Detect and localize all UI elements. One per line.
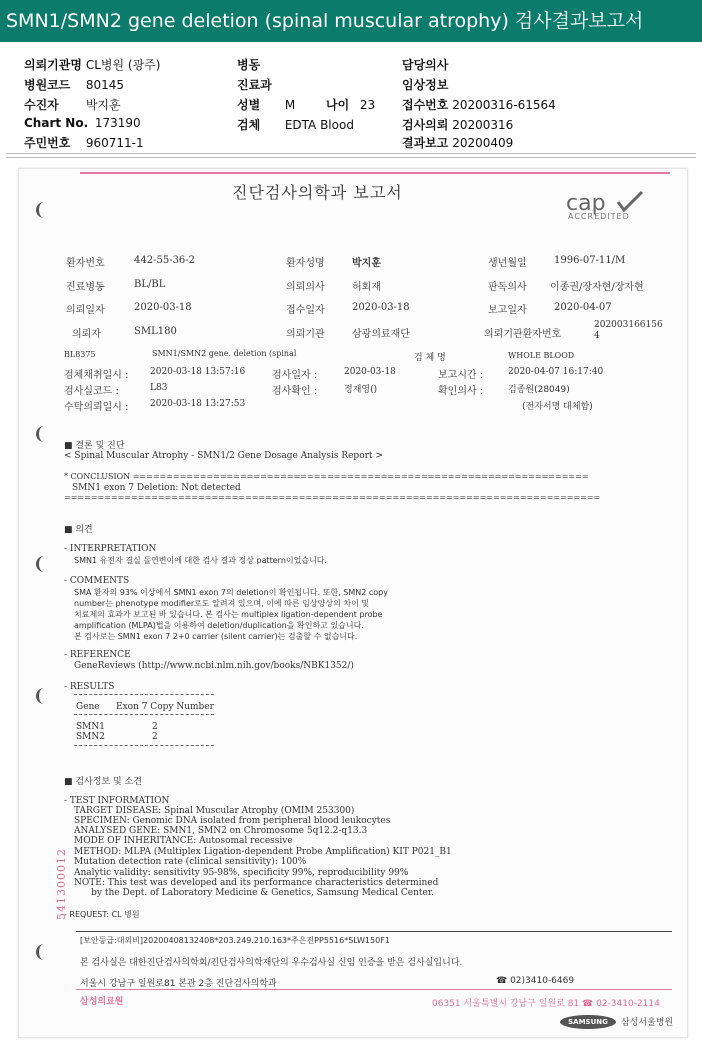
p-label: 환자성명 — [286, 258, 325, 269]
meta-value: 2020-03-18 13:27:53 — [150, 399, 246, 409]
testinfo-line: by the Dept. of Laboratory Medicine & Genetics, Samsung Medical Center. — [74, 888, 435, 898]
footer-pink-rule — [76, 989, 672, 990]
p-label: 의뢰기관환자번호 — [484, 329, 562, 340]
p-value: 삼광의료재단 — [352, 329, 410, 340]
top-pink-rule — [80, 172, 670, 174]
p-label: 접수일자 — [286, 305, 325, 316]
p-label: 의뢰기관 — [286, 329, 325, 340]
p-value: 이종권/장자현/장자현 — [550, 282, 644, 293]
test-name: SMN1/SMN2 gene. deletion (spinal — [152, 349, 297, 358]
results-heading: - RESULTS — [64, 682, 115, 692]
footer-address: 06351 서울특별시 강남구 일원로 81 ☎ 02-3410-2114 — [432, 999, 660, 1009]
field-physician: 담당의사 — [402, 58, 449, 72]
p-value: 2020031661564 — [594, 320, 663, 341]
field-chart-no: Chart No. 173190 — [24, 116, 141, 130]
meta-value: 김종원(28049) — [508, 385, 570, 395]
section-conclusion-sub: < Spinal Muscular Atrophy - SMN1/2 Gene Dosage Analysis Report > — [64, 451, 383, 461]
meta-label: 수탁의뢰일시 : — [64, 402, 129, 413]
testinfo-line: ANALYSED GENE: SMN1, SMN2 on Chromosome 5q12.2-q13.3 — [74, 826, 368, 836]
meta-value: 2020-04-07 16:17:40 — [508, 367, 604, 377]
comment-line: SMA 환자의 93% 이상에서 SMN1 exon 7의 deletion이 확인됩니다. 또한, SMN2 copy — [74, 588, 388, 597]
reference-text: GeneReviews (http://www.ncbi.nlm.nih.gov/books/NBK1352/) — [74, 661, 354, 671]
p-label: 보고일자 — [488, 305, 527, 316]
signature-note: (전자서명 대체함) — [522, 402, 593, 412]
testinfo-line: NOTE: This test was developed and its performance characteristics determined — [74, 878, 439, 888]
report-title: SMN1/SMN2 gene deletion (spinal muscular atrophy) 검사결과보고서 — [6, 10, 644, 32]
cap-logo-text: cap — [566, 191, 606, 216]
meta-value: L83 — [150, 383, 168, 393]
request-line: - REQUEST: CL 병원 — [64, 910, 140, 919]
p-value: 1996-07-11/M — [554, 255, 626, 266]
results-rule — [74, 714, 214, 715]
meta-label: 검사실코드 : — [64, 386, 119, 397]
p-label: 환자번호 — [66, 258, 105, 269]
p-value: 박지훈 — [352, 258, 381, 269]
barcode-number: 541300012 — [55, 848, 68, 920]
footer-rule — [76, 931, 672, 932]
p-label: 의뢰일자 — [66, 305, 105, 316]
conclusion-text: SMN1 exon 7 Deletion: Not detected — [72, 483, 241, 493]
section-testinfo-heading: ■ 검사정보 및 소견 — [64, 777, 142, 787]
meta-label: 검사확인 : — [272, 386, 318, 397]
comment-line: amplification (MLPA)법을 이용하여 deletion/duplication을 확인하고 있습니다. — [74, 621, 364, 630]
results-gene: SMN1 — [76, 722, 105, 732]
punch-hole — [36, 688, 51, 704]
results-copy: 2 — [152, 722, 158, 732]
conclusion-rule: ================================================================================ — [64, 493, 601, 502]
field-age: 나이 23 — [326, 98, 376, 112]
testinfo-line: SPECIMEN: Genomic DNA isolated from peripheral blood leukocytes — [74, 816, 391, 826]
meta-value: 2020-03-18 — [344, 367, 396, 377]
meta-label: 확인의사 : — [438, 386, 484, 397]
meta-value: 정재영() — [344, 385, 378, 395]
p-value: BL/BL — [134, 279, 166, 290]
p-label: 진료병동 — [66, 282, 105, 293]
results-gene: SMN2 — [76, 732, 105, 742]
comment-line: 본 검사로는 SMN1 exon 7 2+0 carrier (silent carrier)는 검출할 수 없습니다. — [74, 632, 358, 641]
testinfo-line: METHOD: MLPA (Multiplex Ligation-dependent Probe Amplification) KIT P021_B1 — [74, 847, 452, 857]
p-value: SML180 — [134, 326, 177, 337]
field-sex: 성별 M — [237, 98, 296, 112]
field-ward: 병동 — [237, 58, 261, 72]
lab-phone: ☎ 02)3410-6469 — [496, 976, 575, 986]
interpretation-text: SMN1 유전자 결실 돌연변이에 대한 검사 결과 정상 pattern이었습니다. — [74, 556, 328, 565]
divider — [6, 153, 696, 154]
comment-line: number는 phenotype modifier로도 알려져 있으며, 이에 따른 임상양상의 차이 및 — [74, 599, 370, 608]
certification-line: 본 검사실은 대한진단검사의학회/진단검사의학재단의 우수검사실 신임 인증을 받은 검사실입니다. — [80, 958, 463, 968]
p-label: 생년월일 — [488, 258, 527, 269]
section-opinion-heading: ■ 의견 — [64, 525, 93, 535]
p-label: 판독의사 — [488, 282, 527, 293]
field-specimen: 검체 EDTA Blood — [237, 118, 354, 132]
test-code: BL8375 — [64, 350, 96, 359]
divider — [6, 157, 696, 158]
field-resident-no: 주민번호 960711-1 — [24, 136, 144, 150]
meta-label: 검체채취일시 : — [64, 370, 129, 381]
conclusion-head: * CONCLUSION ==================================================================== — [64, 472, 589, 481]
samsung-logo: SAMSUNG — [560, 1015, 616, 1029]
p-value: 2020-04-07 — [554, 302, 612, 313]
section-conclusion-heading: ■ 결론 및 진단 — [64, 441, 125, 451]
field-report-date: 결과보고 20200409 — [402, 136, 514, 150]
lab-address: 서울시 강남구 일원로81 본관 2층 진단검사의학과 — [80, 979, 277, 989]
footer-org: 삼성의료원 — [80, 997, 124, 1007]
meta-label: 검사일자 : — [272, 370, 318, 381]
field-patient: 수진자 박지훈 — [24, 98, 121, 112]
testinfo-heading: - TEST INFORMATION — [64, 796, 170, 806]
p-value: 442-55-36-2 — [134, 255, 196, 266]
results-copy: 2 — [152, 732, 158, 742]
results-col-gene: Gene — [76, 702, 100, 712]
scan-title: 진단검사의학과 보고서 — [232, 183, 403, 202]
testinfo-line: Mutation detection rate (clinical sensitivity): 100% — [74, 857, 307, 867]
specimen-label: 검 체 명 — [414, 353, 446, 363]
cap-accredited: ACCREDITED — [568, 212, 630, 221]
results-rule — [74, 694, 214, 695]
specimen-value: WHOLE BLOOD — [508, 351, 575, 360]
meta-value: 2020-03-18 13:57:16 — [150, 367, 246, 377]
p-value: 2020-03-18 — [134, 302, 192, 313]
testinfo-line: Analytic validity: sensitivity 95-98%, specificity 99%, reproducibility 99% — [74, 868, 409, 878]
report-title-bar — [0, 0, 702, 42]
p-label: 의뢰의사 — [286, 282, 325, 293]
field-clinical-info: 임상정보 — [402, 78, 449, 92]
field-request-date: 검사의뢰 20200316 — [402, 118, 514, 132]
comments-heading: - COMMENTS — [64, 576, 130, 586]
interpretation-heading: - INTERPRETATION — [64, 544, 157, 554]
p-value: 2020-03-18 — [352, 302, 410, 313]
field-hospital-code: 병원코드 80145 — [24, 78, 125, 92]
results-col-copy: Exon 7 Copy Number — [116, 702, 214, 712]
reference-heading: - REFERENCE — [64, 650, 131, 660]
security-line: [보안등급:대외비]20200408132408*203.249.210.163*주은진PP5516*SLW150F1 — [80, 936, 390, 945]
field-institution: 의뢰기관명 CL병원 (광주) — [24, 58, 161, 72]
testinfo-line: MODE OF INHERITANCE: Autosomal recessive — [74, 836, 293, 846]
comment-line: 치료제의 효과가 보고된 바 있습니다. 본 검사는 multiplex ligation-dependent probe — [74, 610, 383, 619]
cap-logo — [566, 190, 656, 230]
results-rule — [74, 745, 214, 746]
punch-hole — [36, 202, 51, 218]
meta-label: 보고시간 : — [438, 370, 484, 381]
punch-hole — [36, 944, 51, 960]
field-accession: 접수번호 20200316-61564 — [402, 98, 556, 112]
samsung-hospital-name: 삼성서울병원 — [621, 1018, 674, 1028]
punch-hole — [36, 556, 51, 572]
testinfo-line: TARGET DISEASE: Spinal Muscular Atrophy (OMIM 253300) — [74, 806, 355, 816]
p-value: 허회재 — [352, 282, 381, 293]
punch-hole — [36, 426, 51, 442]
p-label: 의뢰자 — [72, 329, 101, 340]
field-department: 진료과 — [237, 78, 272, 92]
